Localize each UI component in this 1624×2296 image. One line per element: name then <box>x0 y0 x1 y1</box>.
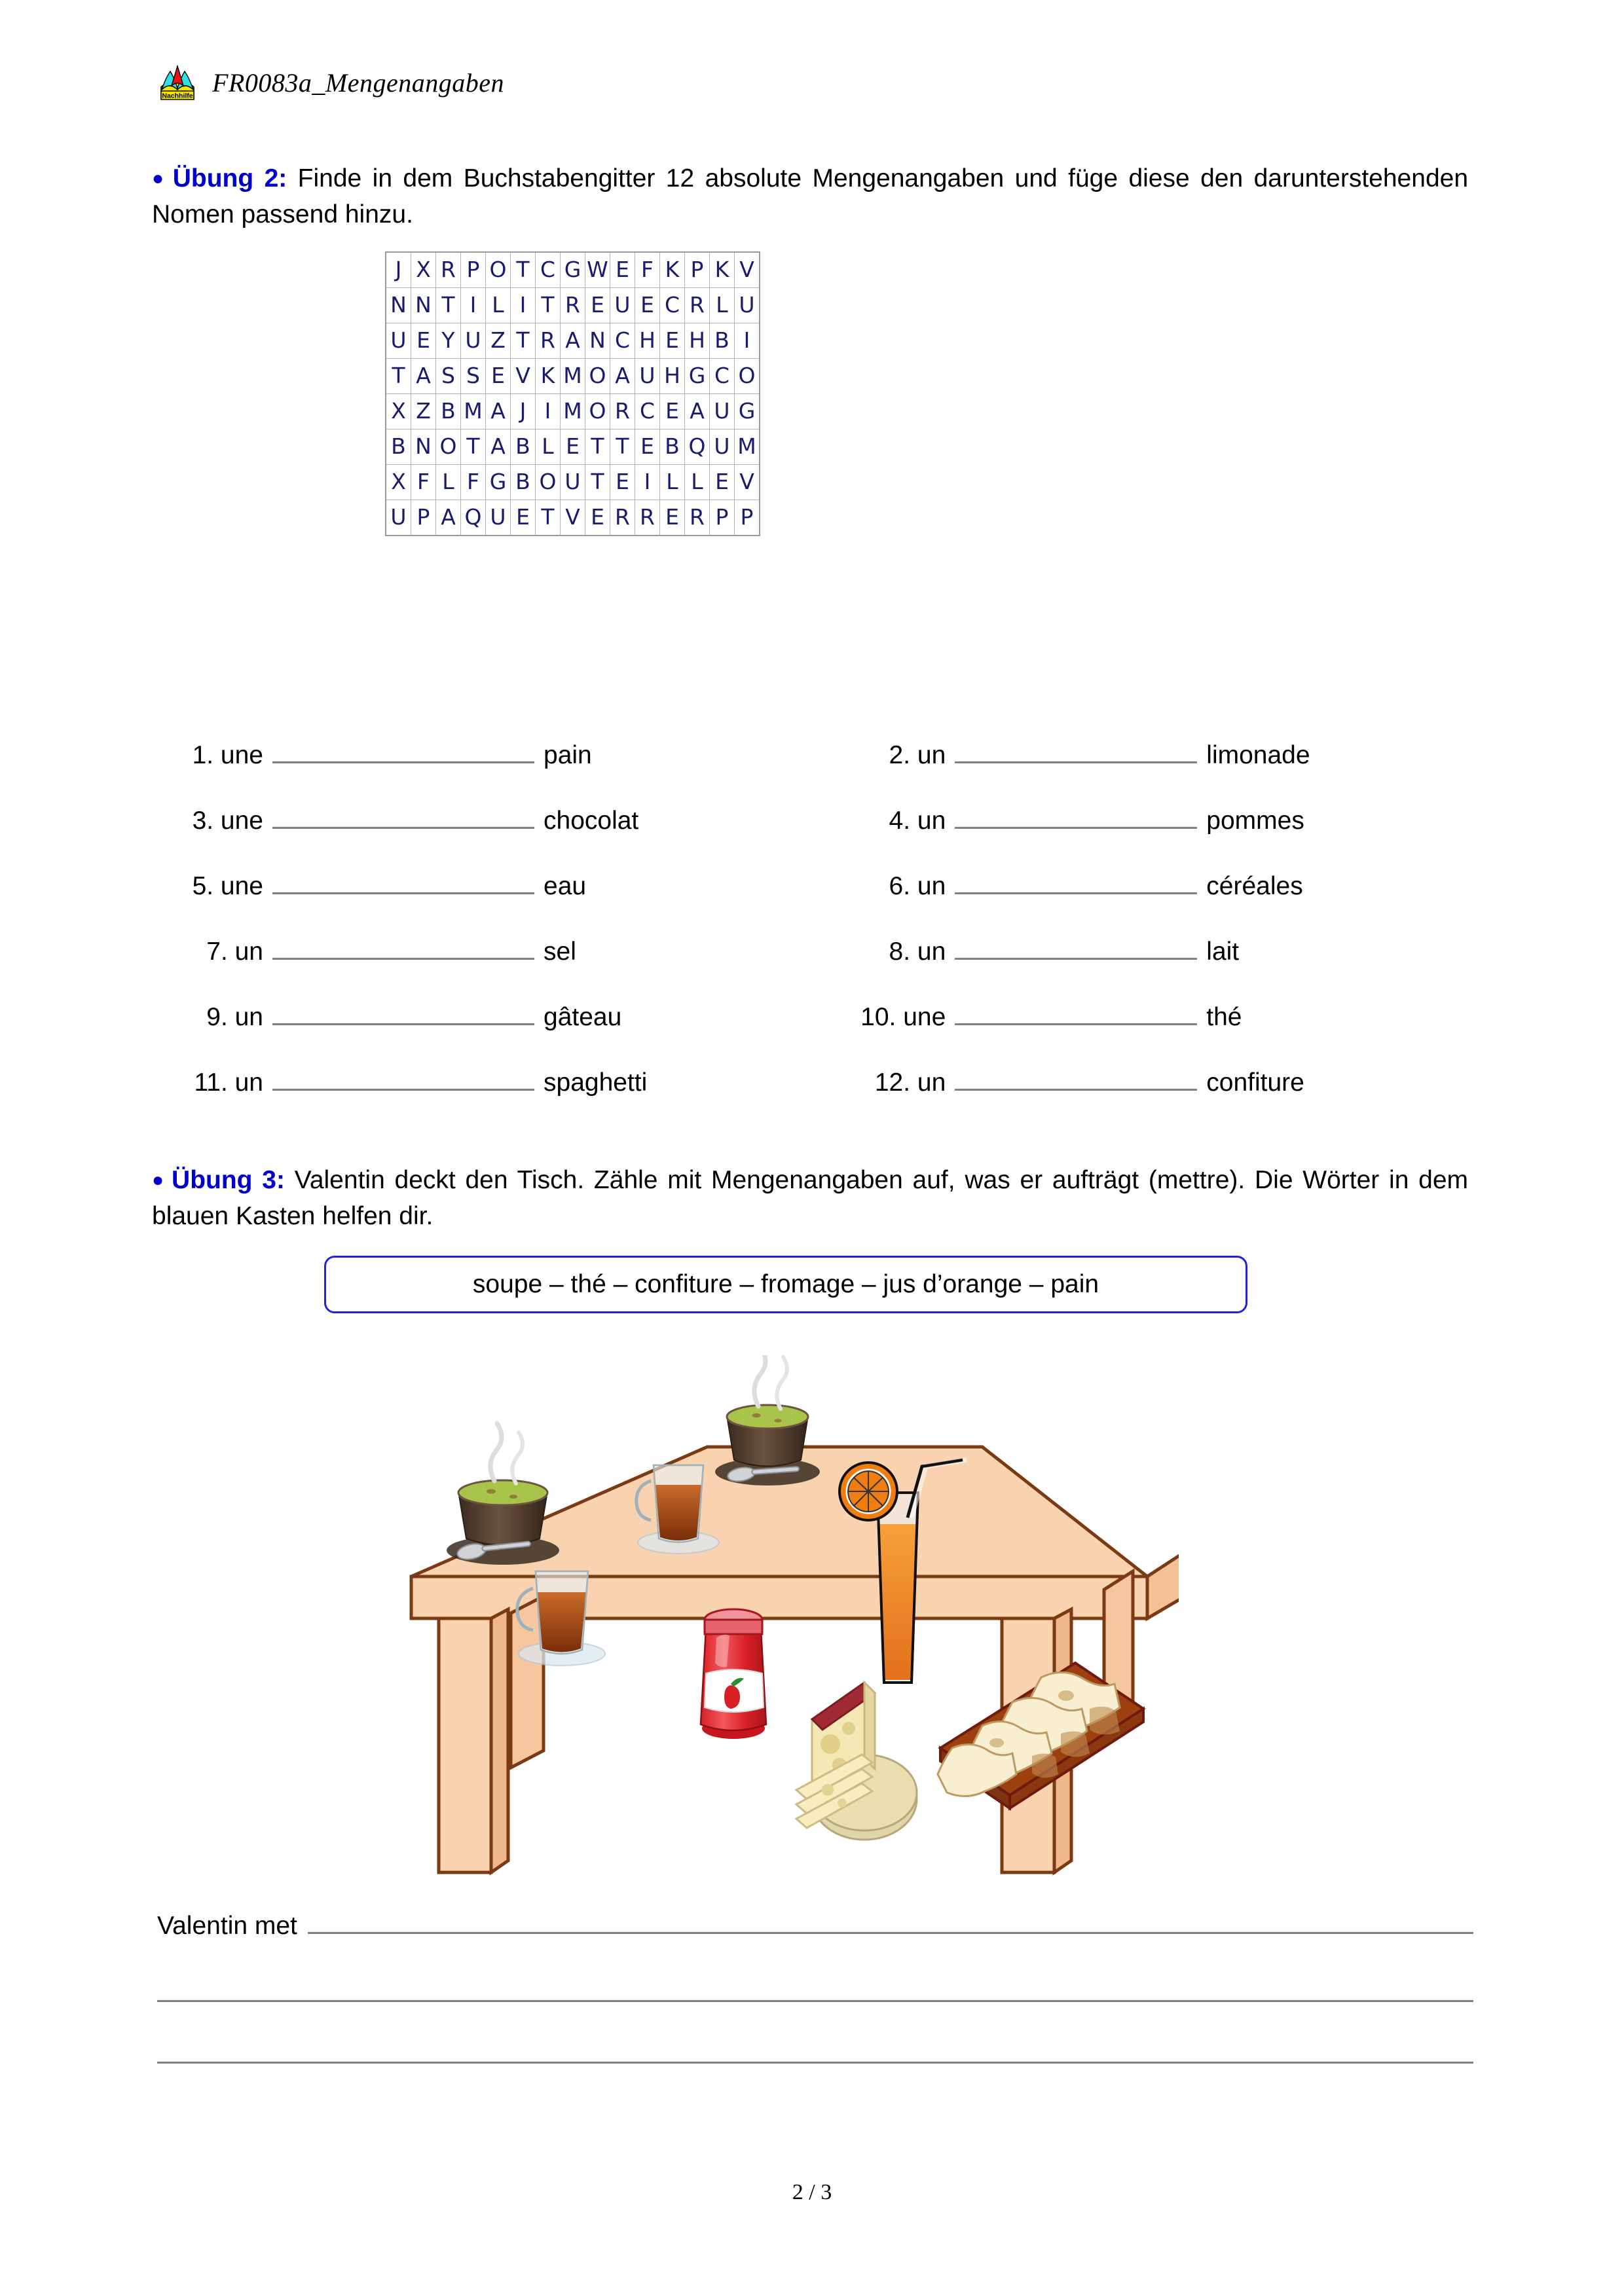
bread-board-icon <box>938 1663 1143 1808</box>
word-grid-cell[interactable]: T <box>610 429 635 465</box>
valentin-met-label: Valentin met <box>157 1912 297 1940</box>
item-number-article: 11. un <box>194 1068 263 1097</box>
word-grid-cell[interactable]: I <box>461 288 486 323</box>
word-grid-cell[interactable]: R <box>561 288 585 323</box>
word-grid-cell[interactable]: B <box>660 429 685 465</box>
fill-in-items <box>157 737 1473 1129</box>
fill-in-item <box>157 998 790 1064</box>
fill-in-item <box>157 802 790 867</box>
word-grid-cell[interactable]: T <box>585 465 610 500</box>
fill-in-row <box>157 737 1473 802</box>
word-grid-cell[interactable]: M <box>461 394 486 429</box>
answer-blank[interactable] <box>955 802 1197 829</box>
word-grid-cell[interactable]: R <box>685 500 710 536</box>
word-grid-row <box>386 288 760 323</box>
fill-in-item <box>790 867 1473 933</box>
word-grid-cell[interactable]: L <box>486 288 511 323</box>
answer-blank[interactable] <box>272 737 534 763</box>
svg-text:Nachhilfe: Nachhilfe <box>162 92 193 100</box>
item-noun: céréales <box>1206 872 1303 900</box>
word-grid-cell[interactable]: A <box>610 359 635 394</box>
word-grid-cell[interactable]: U <box>610 288 635 323</box>
word-grid-cell[interactable]: F <box>635 252 660 288</box>
fill-in-item <box>157 933 790 998</box>
word-grid-cell[interactable]: N <box>411 288 436 323</box>
word-grid-cell[interactable]: E <box>660 500 685 536</box>
word-grid-cell[interactable]: T <box>461 429 486 465</box>
fill-in-row <box>157 933 1473 998</box>
word-grid-cell[interactable]: V <box>735 252 760 288</box>
word-grid-cell[interactable]: U <box>710 394 735 429</box>
item-number-article: 5. une <box>192 872 263 900</box>
word-grid-cell[interactable]: Q <box>685 429 710 465</box>
word-grid-cell[interactable]: C <box>610 323 635 359</box>
word-grid-cell[interactable]: V <box>511 359 536 394</box>
item-noun: sel <box>544 938 576 966</box>
word-grid-cell[interactable]: F <box>411 465 436 500</box>
word-grid-cell[interactable]: E <box>610 252 635 288</box>
word-grid-cell[interactable]: R <box>635 500 660 536</box>
word-grid-cell[interactable]: T <box>386 359 411 394</box>
word-grid-cell[interactable]: E <box>511 500 536 536</box>
item-noun: eau <box>544 872 587 900</box>
word-grid-cell[interactable]: P <box>685 252 710 288</box>
item-number-article: 2. un <box>889 741 946 769</box>
word-grid-cell[interactable]: M <box>561 359 585 394</box>
word-grid-cell[interactable]: T <box>536 288 561 323</box>
word-grid-cell[interactable]: C <box>710 359 735 394</box>
word-grid-cell[interactable]: P <box>461 252 486 288</box>
answer-blank[interactable] <box>272 933 534 960</box>
item-number-article: 8. un <box>889 938 946 966</box>
word-grid-cell[interactable]: O <box>585 359 610 394</box>
set-table-illustration <box>380 1355 1179 1905</box>
word-grid-cell[interactable]: U <box>386 500 411 536</box>
word-grid-cell[interactable]: P <box>411 500 436 536</box>
word-grid-cell[interactable]: H <box>635 323 660 359</box>
fill-in-item <box>790 933 1473 998</box>
exercise-2-instruction <box>152 160 1468 233</box>
word-grid-cell[interactable]: R <box>610 500 635 536</box>
word-grid-cell[interactable]: O <box>735 359 760 394</box>
fill-in-item <box>790 998 1473 1064</box>
word-grid-cell[interactable]: N <box>411 429 436 465</box>
word-bank-box <box>324 1256 1247 1313</box>
item-number-article: 4. un <box>889 807 946 835</box>
item-noun: thé <box>1206 1003 1242 1031</box>
word-grid-cell[interactable]: S <box>461 359 486 394</box>
word-grid-cell[interactable]: N <box>585 323 610 359</box>
fill-in-item <box>790 737 1473 802</box>
item-number-article: 7. un <box>206 938 263 966</box>
exercise-3-text: Valentin deckt den Tisch. Zähle mit Mengenangaben auf, was er aufträgt (mettre). Die Wörter in dem blauen Kasten helfen dir. <box>152 1166 1469 1231</box>
answer-line-2[interactable] <box>157 1998 1473 2002</box>
word-grid-cell[interactable]: G <box>486 465 511 500</box>
word-grid-cell[interactable]: I <box>635 465 660 500</box>
word-grid-cell[interactable]: K <box>710 252 735 288</box>
word-grid-cell[interactable]: A <box>486 429 511 465</box>
answer-area <box>157 1908 1473 2064</box>
word-grid-cell[interactable]: R <box>685 288 710 323</box>
page-header <box>157 62 504 103</box>
word-grid-cell[interactable]: I <box>536 394 561 429</box>
word-grid-cell[interactable]: A <box>685 394 710 429</box>
word-grid-cell[interactable]: T <box>436 288 461 323</box>
page-footer <box>0 2180 1624 2205</box>
word-grid-cell[interactable]: Z <box>486 323 511 359</box>
item-noun: chocolat <box>544 807 639 835</box>
exercise-3-label: Übung 3: <box>172 1166 285 1194</box>
word-grid-cell[interactable]: A <box>411 359 436 394</box>
word-grid-row <box>386 359 760 394</box>
bullet-icon: ● <box>152 1169 167 1191</box>
word-grid-cell[interactable]: Q <box>461 500 486 536</box>
word-grid-cell[interactable]: B <box>436 394 461 429</box>
item-number-article: 3. une <box>192 807 263 835</box>
item-noun: limonade <box>1206 741 1310 769</box>
word-grid-cell[interactable]: X <box>386 394 411 429</box>
item-noun: pommes <box>1206 807 1304 835</box>
item-number-article: 6. un <box>889 872 946 900</box>
word-grid-cell[interactable]: L <box>436 465 461 500</box>
word-grid-cell[interactable]: S <box>436 359 461 394</box>
answer-blank[interactable] <box>955 1064 1197 1091</box>
word-grid-cell[interactable]: E <box>585 500 610 536</box>
word-grid-cell[interactable]: T <box>585 429 610 465</box>
answer-line-1[interactable] <box>308 1908 1473 1934</box>
word-grid-cell[interactable]: O <box>585 394 610 429</box>
word-grid-cell[interactable]: R <box>610 394 635 429</box>
word-grid-cell[interactable]: E <box>710 465 735 500</box>
word-grid-cell[interactable]: K <box>660 252 685 288</box>
exercise-2-label: Übung 2: <box>172 164 287 192</box>
word-grid-cell[interactable]: K <box>536 359 561 394</box>
word-grid-cell[interactable]: E <box>561 429 585 465</box>
word-grid-cell[interactable]: E <box>486 359 511 394</box>
word-grid-cell[interactable]: U <box>561 465 585 500</box>
page-title: FR0083a_Mengenangaben <box>212 67 504 98</box>
word-grid-cell[interactable]: E <box>660 394 685 429</box>
word-grid-cell[interactable]: B <box>511 465 536 500</box>
word-grid-cell[interactable]: E <box>610 465 635 500</box>
word-grid-cell[interactable]: L <box>685 465 710 500</box>
word-grid-cell[interactable]: P <box>710 500 735 536</box>
word-grid-cell[interactable]: P <box>735 500 760 536</box>
word-grid-cell[interactable]: F <box>461 465 486 500</box>
answer-blank[interactable] <box>955 737 1197 763</box>
word-grid-cell[interactable]: G <box>561 252 585 288</box>
word-grid-row <box>386 394 760 429</box>
exercise-2-text: Finde in dem Buchstabengitter 12 absolute Mengenangaben und füge diese den darunterstehenden Nomen passend hinzu. <box>152 164 1469 229</box>
word-search-grid[interactable] <box>385 251 760 536</box>
answer-line-3[interactable] <box>157 2060 1473 2064</box>
word-grid-cell[interactable]: U <box>461 323 486 359</box>
word-grid-cell[interactable]: R <box>436 252 461 288</box>
word-grid-cell[interactable]: U <box>735 288 760 323</box>
word-grid-row <box>386 252 760 288</box>
word-grid-cell[interactable]: T <box>511 252 536 288</box>
answer-blank[interactable] <box>955 998 1197 1025</box>
word-grid-row <box>386 500 760 536</box>
fill-in-row <box>157 998 1473 1064</box>
fill-in-item <box>790 802 1473 867</box>
word-grid-cell[interactable]: X <box>386 465 411 500</box>
item-noun: confiture <box>1206 1068 1304 1097</box>
word-grid-cell[interactable]: G <box>685 359 710 394</box>
word-grid-cell[interactable]: A <box>436 500 461 536</box>
word-grid-cell[interactable]: X <box>411 252 436 288</box>
word-grid-cell[interactable]: Z <box>411 394 436 429</box>
word-grid-cell[interactable]: R <box>536 323 561 359</box>
word-grid-row <box>386 465 760 500</box>
word-grid-cell[interactable]: E <box>635 288 660 323</box>
word-grid-cell[interactable]: V <box>735 465 760 500</box>
bullet-icon: ● <box>152 168 168 189</box>
item-number-article: 1. une <box>192 741 263 769</box>
word-grid-cell[interactable]: J <box>511 394 536 429</box>
fill-in-item <box>157 1064 790 1129</box>
fill-in-item <box>157 737 790 802</box>
word-grid-cell[interactable]: O <box>486 252 511 288</box>
fill-in-row <box>157 867 1473 933</box>
word-grid-cell[interactable]: I <box>735 323 760 359</box>
item-number-article: 12. un <box>874 1068 946 1097</box>
word-grid-cell[interactable]: U <box>486 500 511 536</box>
word-grid-cell[interactable]: L <box>710 288 735 323</box>
soup-bowl-icon <box>447 1423 559 1565</box>
answer-blank[interactable] <box>272 1064 534 1091</box>
jam-jar-icon <box>701 1609 766 1739</box>
item-noun: lait <box>1206 938 1240 966</box>
word-grid-cell[interactable]: A <box>561 323 585 359</box>
word-grid-cell[interactable]: C <box>536 252 561 288</box>
word-grid-cell[interactable]: H <box>660 359 685 394</box>
answer-first-row <box>157 1908 1473 1941</box>
word-grid-cell[interactable]: A <box>486 394 511 429</box>
exercise-3-instruction <box>152 1162 1468 1235</box>
word-grid-cell[interactable]: G <box>735 394 760 429</box>
word-grid-cell[interactable]: B <box>511 429 536 465</box>
item-noun: gâteau <box>544 1003 622 1031</box>
item-number-article: 9. un <box>206 1003 263 1031</box>
cheese-wedge-icon <box>796 1683 917 1840</box>
word-grid-cell[interactable]: W <box>585 252 610 288</box>
word-grid-cell[interactable]: C <box>635 394 660 429</box>
word-grid-row <box>386 323 760 359</box>
answer-blank[interactable] <box>272 998 534 1025</box>
word-grid-cell[interactable]: E <box>411 323 436 359</box>
word-grid-cell[interactable]: I <box>511 288 536 323</box>
word-grid-cell[interactable]: T <box>511 323 536 359</box>
item-number-article: 10. une <box>860 1003 946 1031</box>
fill-in-item <box>157 867 790 933</box>
word-grid-cell[interactable]: O <box>536 465 561 500</box>
soup-bowl-icon <box>715 1355 820 1485</box>
word-grid-cell[interactable]: M <box>735 429 760 465</box>
word-grid-cell[interactable]: U <box>386 323 411 359</box>
word-grid-cell[interactable]: T <box>536 500 561 536</box>
word-grid-cell[interactable]: Y <box>436 323 461 359</box>
item-noun: pain <box>544 741 592 769</box>
answer-blank[interactable] <box>272 867 534 894</box>
word-grid-row <box>386 429 760 465</box>
word-grid-cell[interactable]: M <box>561 394 585 429</box>
word-bank-text: soupe – thé – confiture – fromage – jus d’orange – pain <box>472 1270 1099 1298</box>
word-grid-cell[interactable]: B <box>386 429 411 465</box>
word-grid-cell[interactable]: V <box>561 500 585 536</box>
mountain-logo-icon <box>157 62 198 103</box>
page-number: 2 / 3 <box>792 2180 832 2204</box>
fill-in-item <box>790 1064 1473 1129</box>
word-grid-cell[interactable]: E <box>585 288 610 323</box>
item-noun: spaghetti <box>544 1068 648 1097</box>
answer-blank[interactable] <box>272 802 534 829</box>
word-grid-cell[interactable]: L <box>536 429 561 465</box>
word-grid-cell[interactable]: O <box>436 429 461 465</box>
answer-blank[interactable] <box>955 933 1197 960</box>
word-grid-cell[interactable]: N <box>386 288 411 323</box>
word-grid-cell[interactable]: E <box>660 323 685 359</box>
word-grid-cell[interactable]: U <box>635 359 660 394</box>
word-grid-cell[interactable]: J <box>386 252 411 288</box>
fill-in-row <box>157 802 1473 867</box>
word-grid-cell[interactable]: L <box>660 465 685 500</box>
word-grid-cell[interactable]: U <box>710 429 735 465</box>
word-grid-cell[interactable]: E <box>635 429 660 465</box>
fill-in-row <box>157 1064 1473 1129</box>
word-grid-cell[interactable]: C <box>660 288 685 323</box>
word-grid-cell[interactable]: H <box>685 323 710 359</box>
answer-blank[interactable] <box>955 867 1197 894</box>
word-grid-cell[interactable]: B <box>710 323 735 359</box>
